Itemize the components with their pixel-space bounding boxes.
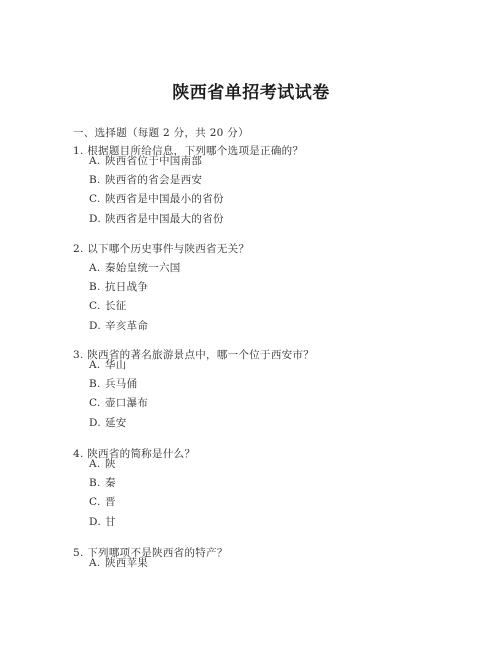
option-text: 甘 [105, 515, 116, 528]
option-text: 兵马俑 [105, 378, 138, 391]
option-letter: C. [89, 300, 101, 313]
question-2-text: 2. 以下哪个历史事件与陕西省无关？ [73, 243, 250, 255]
question-5-text: 5. 下列哪项不是陕西省的特产？ [73, 547, 228, 559]
option-letter: C. [89, 193, 101, 206]
option-letter: A. [89, 458, 101, 470]
question-1-option-d [89, 210, 224, 229]
option-letter: A. [89, 359, 101, 371]
question-5-options [89, 554, 148, 573]
option-text: 辛亥革命 [105, 319, 149, 332]
option-letter: B. [89, 281, 101, 294]
option-letter: D. [89, 515, 101, 528]
option-letter: C. [89, 397, 101, 410]
option-text: 陕西苹果 [105, 557, 149, 569]
option-text: 陕 [105, 458, 116, 470]
option-text: 陕西省是中国最小的省份 [105, 193, 224, 206]
option-text: 长征 [105, 300, 127, 313]
option-letter: B. [89, 378, 101, 391]
option-text: 秦始皇统一六国 [105, 262, 181, 274]
question-4-option-d [89, 513, 116, 532]
option-letter: A. [89, 262, 101, 274]
question-1-option-b [89, 171, 224, 190]
question-4-text: 4. 陕西省的简称是什么？ [73, 448, 196, 460]
option-letter: D. [89, 212, 101, 225]
option-letter: C. [89, 496, 101, 509]
question-4-option-a [89, 455, 116, 474]
question-2-options [89, 259, 181, 336]
option-letter: A. [89, 557, 101, 569]
question-3-options [89, 356, 148, 433]
option-letter: D. [89, 319, 101, 332]
question-2-option-d [89, 317, 181, 336]
option-text: 陕西省位于中国南部 [105, 155, 203, 167]
option-text: 晋 [105, 496, 116, 509]
option-text: 陕西省的省会是西安 [105, 174, 203, 187]
question-1-option-a [89, 152, 224, 171]
option-text: 延安 [105, 416, 127, 429]
question-2-option-a [89, 259, 181, 278]
question-5-option-a [89, 554, 148, 573]
option-text: 秦 [105, 477, 116, 490]
question-2-option-b [89, 278, 181, 297]
question-3-option-d [89, 414, 148, 433]
option-letter: B. [89, 174, 101, 187]
question-3-option-c [89, 394, 148, 413]
question-3-option-b [89, 375, 148, 394]
question-4-option-c [89, 493, 116, 512]
option-letter: D. [89, 416, 101, 429]
page-title: 陕西省单招考试试卷 [172, 83, 330, 103]
option-text: 华山 [105, 359, 127, 371]
option-letter: B. [89, 477, 101, 490]
question-4-option-b [89, 474, 116, 493]
question-2-option-c [89, 297, 181, 316]
question-4-options [89, 455, 116, 532]
section-heading: 一、选择题（每题 2 分，共 20 分） [73, 127, 249, 139]
option-letter: A. [89, 155, 101, 167]
question-3-option-a [89, 356, 148, 375]
question-1-option-c [89, 190, 224, 209]
option-text: 壶口瀑布 [105, 397, 149, 410]
question-1-text: 1. 根据题目所给信息，下列哪个选项是正确的？ [73, 145, 304, 157]
option-text: 陕西省是中国最大的省份 [105, 212, 224, 225]
question-1-options [89, 152, 224, 229]
option-text: 抗日战争 [105, 281, 149, 294]
question-3-text: 3. 陕西省的著名旅游景点中，哪一个位于西安市？ [73, 349, 315, 361]
